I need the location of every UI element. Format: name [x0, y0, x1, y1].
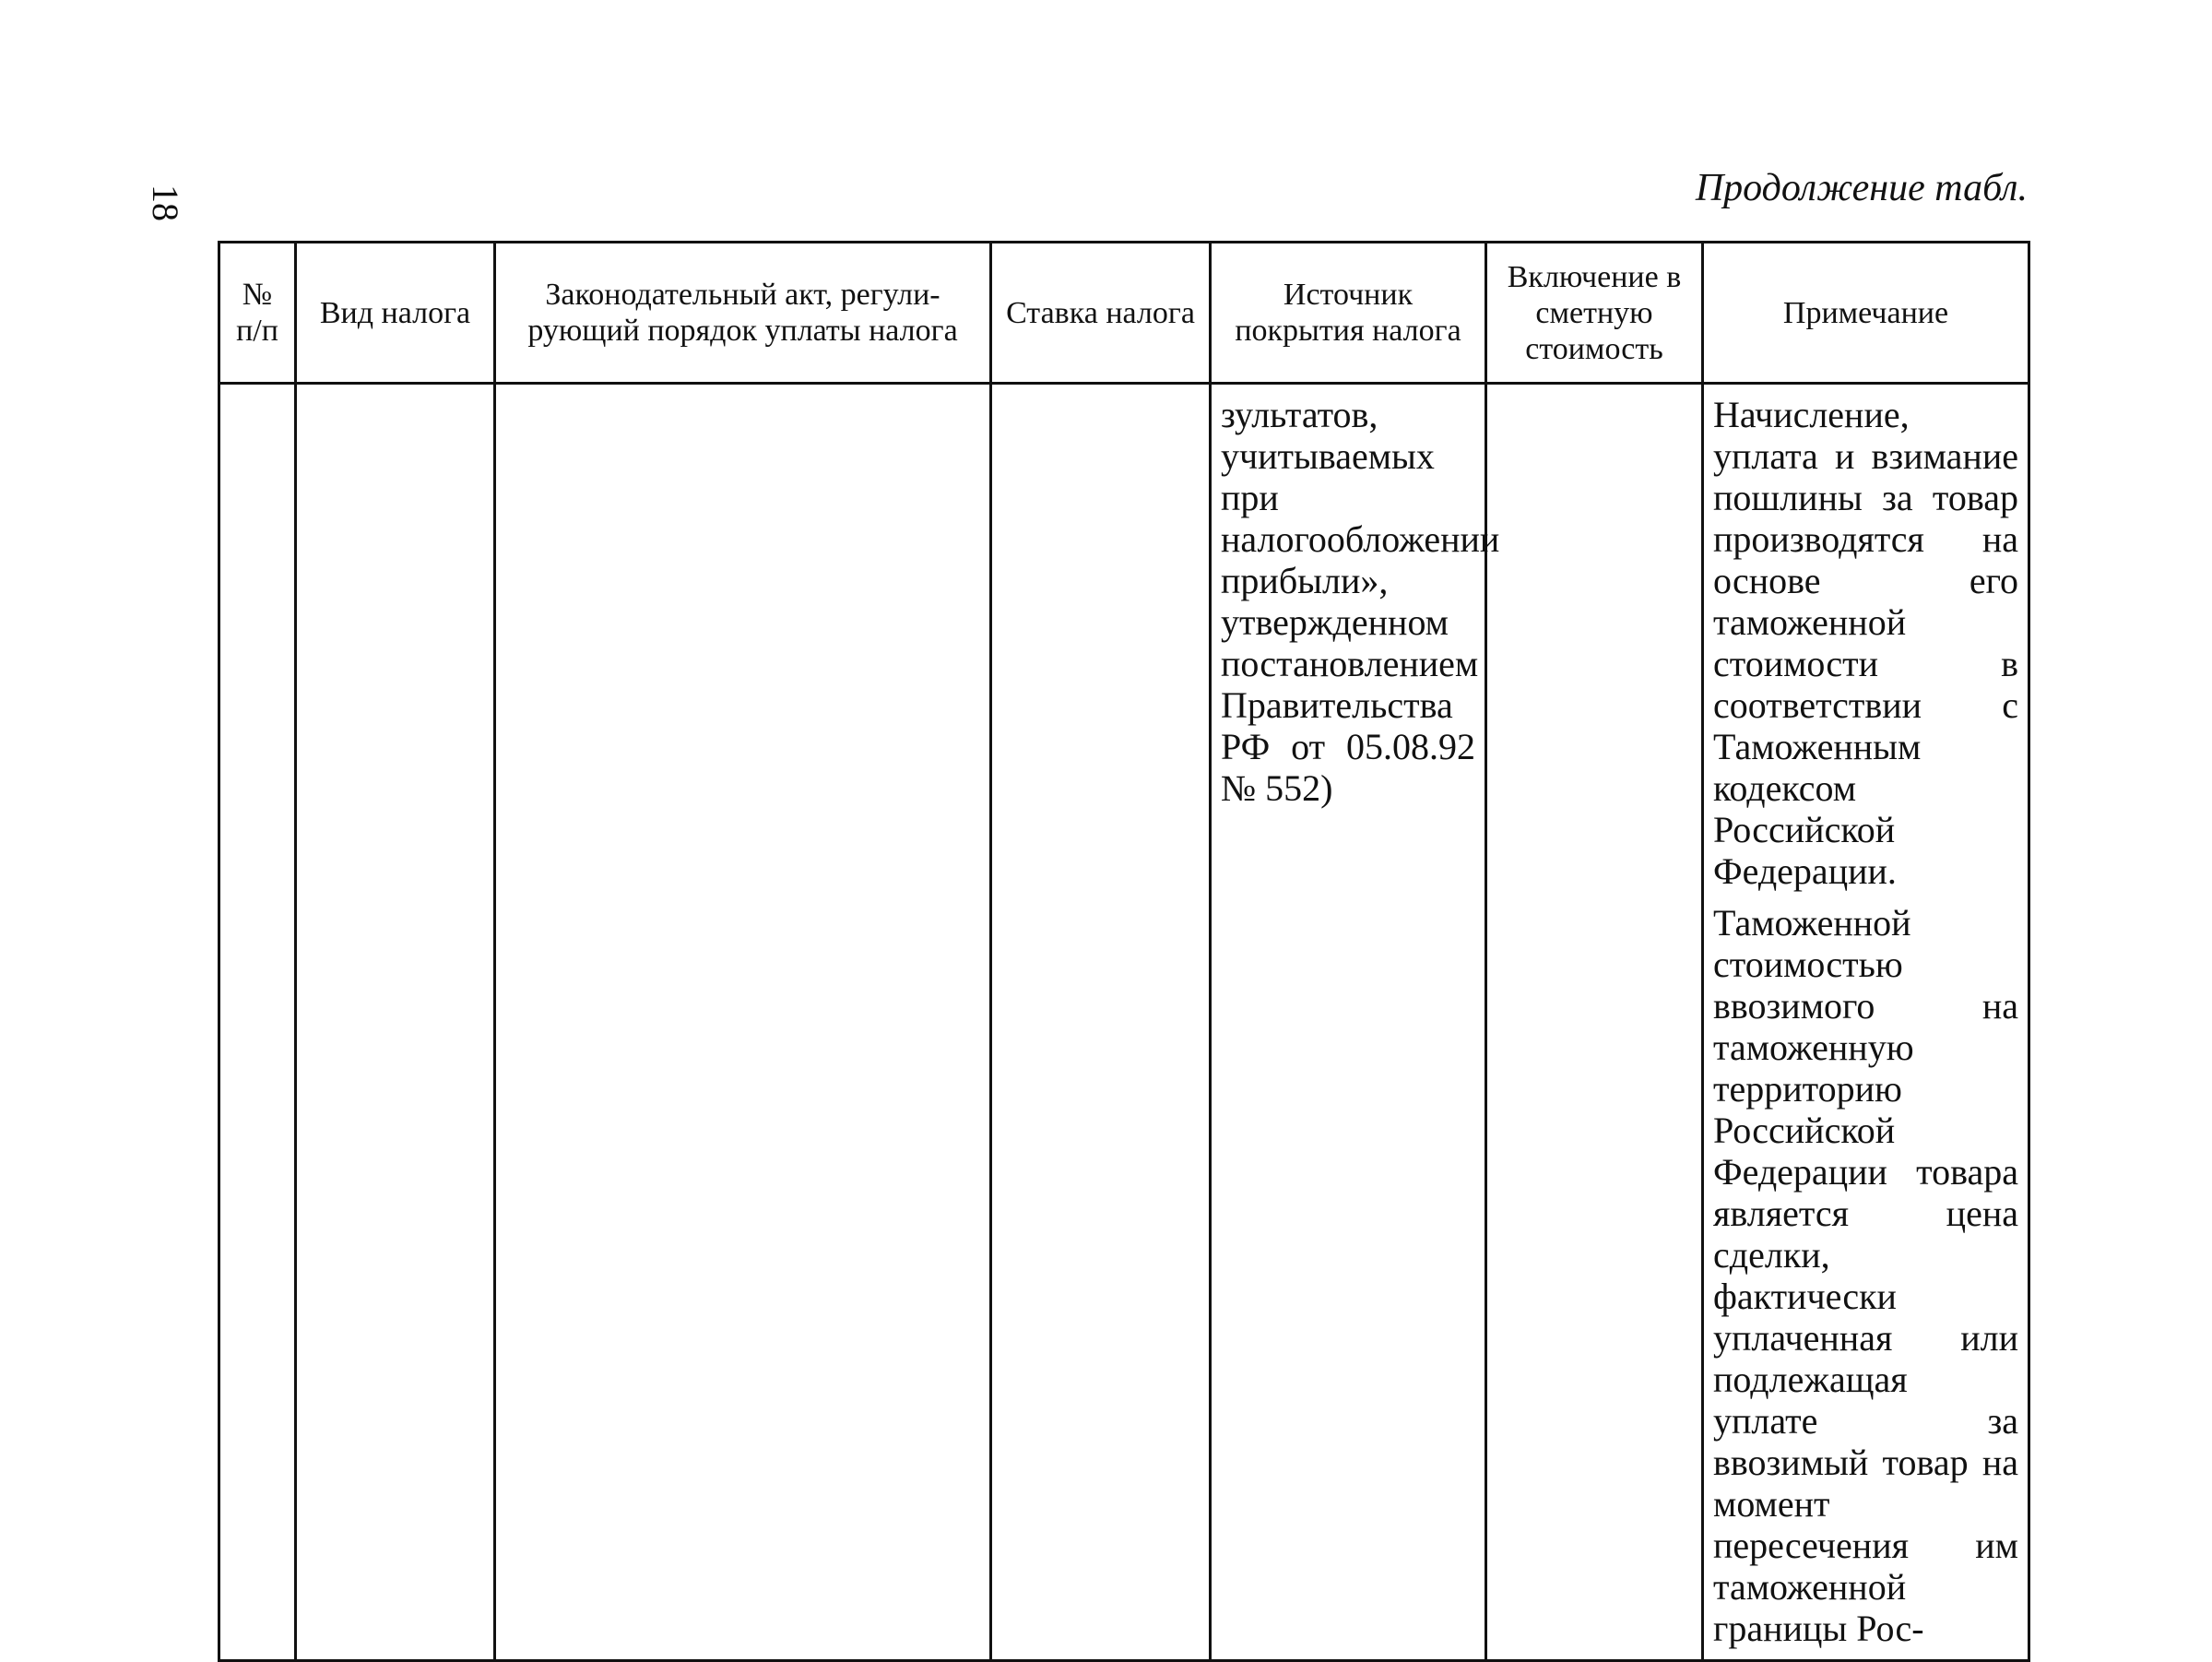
cell-legislation — [495, 384, 991, 1661]
continuation-label: Продолжение табл. — [1695, 167, 2028, 209]
header-tax-type: Вид налога — [296, 243, 495, 384]
cell-tax-type — [296, 384, 495, 1661]
cell-note — [1703, 384, 2029, 1661]
header-inclusion: Включение в сметную стоимость — [1486, 243, 1703, 384]
cell-num — [219, 384, 296, 1661]
note-paragraph-2: Таможенной стоимостью ввозимого на таможенную территорию Российской Федерации товара является цена сделки, фактически уплаченная или подлежащая уплате за ввозимый товар на момент пересечения им таможенной границы Рос- — [1713, 902, 2018, 1649]
note-paragraph-1: Начисление, уплата и взимание пошлины за товар производятся на основе его таможенной стоимости в соответствии с Таможенным кодексом Российской Федерации. — [1713, 394, 2018, 892]
cell-source — [1211, 384, 1500, 1661]
header-num: № п/п — [219, 243, 296, 384]
source-text: зультатов, учитываемых при налогообложении прибыли», утвержденном постановлением Правительства РФ от 05.08.92 № 552) — [1221, 394, 1500, 809]
cell-inclusion — [1486, 384, 1703, 1661]
header-rate: Ставка налога — [991, 243, 1211, 384]
header-row — [219, 243, 2029, 384]
cell-rate — [991, 384, 1211, 1661]
header-note: Примечание — [1703, 243, 2029, 384]
header-legislation: Законодательный акт, регули-рующий порядок уплаты налога — [495, 243, 991, 384]
header-source: Источник покрытия налога — [1211, 243, 1486, 384]
page-number: 18 — [145, 184, 187, 221]
tax-table — [218, 241, 2030, 1662]
table-row — [219, 384, 2029, 1661]
